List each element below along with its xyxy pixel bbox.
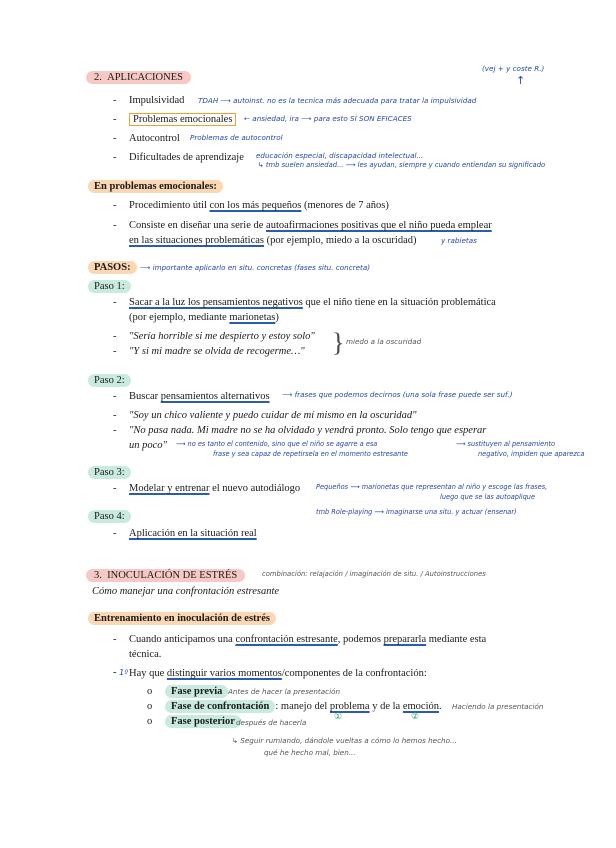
handwritten-note: ⟶ importante aplicarlo en situ. concretas (fases situ. concreta) (140, 263, 371, 272)
quote-continuation: un poco" (129, 440, 167, 451)
list-item: - Dificultades de aprendizaje (129, 151, 244, 164)
list-item: - Sacar a la luz los pensamientos negativos que el niño tiene en la situación problemática (129, 296, 496, 309)
list-item: - Impulsividad (129, 94, 184, 107)
bullet: o (147, 686, 153, 697)
handwritten-note: TDAH ⟶ autoinst. no es la tecnica más adecuada para tratar la impulsividad (198, 96, 477, 105)
list-item-continuation: técnica. (129, 649, 162, 660)
handwritten-note: frase y sea capaz de repetirsela en el momento estresante (213, 450, 408, 458)
list-item: - Autocontrol (129, 132, 180, 145)
handwritten-note: ↳ Seguir rumiando, dándole vueltas a cómo lo hemos hecho... (232, 736, 457, 745)
section-3-heading (86, 569, 245, 582)
section-2-heading (86, 71, 191, 84)
paso-label: Paso 3: (88, 466, 131, 479)
handwritten-note: Antes de hacer la presentación (228, 687, 341, 696)
phase-item (147, 700, 152, 713)
bullet: o (147, 716, 153, 727)
handwritten-note: qué he hecho mal, bien... (264, 748, 356, 757)
circled-mark: ① (334, 712, 343, 722)
phase-label: Fase posterior (165, 715, 241, 728)
list-item: - Modelar y entrenar el nuevo autodiálogo (129, 482, 300, 495)
quote-item: - "No pasa nada. Mi madre no se ha olvidado y vendrá pronto. Solo tengo que esperar (129, 424, 486, 437)
handwritten-note: Problemas de autocontrol (190, 133, 283, 142)
handwritten-note: ⟶ no es tanto el contenido, sino que el niño se agarre a esa (176, 440, 378, 448)
handwritten-note: negativo, impiden que aparezca (478, 450, 585, 458)
quote-item: - "Y si mi madre se olvida de recogerme…" (129, 345, 305, 358)
top-note: (vej + y coste R.) (482, 64, 545, 73)
section-number: 2. (94, 72, 102, 83)
handwritten-note: luego que se las autoaplique (440, 493, 536, 501)
pasos-heading: PASOS: (88, 261, 137, 274)
curly-brace-icon: } (332, 328, 345, 357)
handwritten-note: educación especial, discapacidad intelectual... (256, 151, 424, 160)
handwritten-note: ↳ tmb suelen ansiedad... ⟶ les ayudan, siempre y cuando entiendan su significado (258, 161, 546, 169)
list-item: - Problemas emocionales (129, 113, 236, 126)
quote-item: - "Sería horrible si me despierto y estoy solo" (129, 330, 315, 343)
list-item: - Cuando anticipamos una confrontación estresante, podemos prepararla mediante esta (129, 633, 486, 646)
handwritten-note: ⟶ sustituyen al pensamiento (456, 440, 555, 448)
handwritten-note: Pequeños ⟶ marionetas que representan al niño y escoge las frases, (316, 483, 548, 491)
list-item: - Aplicación en la situación real (129, 527, 257, 540)
phase-label: Fase de confrontación : manejo del problema y de la emoción. (165, 700, 442, 713)
handwritten-note: combinación: relajación / imaginación de situ. / Autoinstrucciones (262, 570, 486, 578)
bullet: o (147, 701, 153, 712)
section-subtitle: Cómo manejar una confrontación estresante (92, 586, 280, 597)
section-number: 3. (94, 570, 102, 581)
phase-item (147, 685, 152, 698)
section-title: APLICACIONES (107, 72, 183, 83)
handwritten-note: y rabietas (441, 236, 477, 245)
handwritten-note: ⟶ frases que podemos decirnos (una sola frase puede ser suf.) (282, 390, 513, 399)
paso-label: Paso 2: (88, 374, 131, 387)
paso-label: Paso 1: (88, 280, 131, 293)
list-item: - 1º (113, 667, 128, 678)
handwritten-note: miedo a la oscuridad (346, 337, 422, 346)
subsection-heading: En problemas emocionales: (88, 180, 223, 193)
subsection-heading: Entrenamiento en inoculación de estrés (88, 612, 276, 625)
list-item: - Consiste en diseñar una serie de autoafirmaciones positivas que el niño pueda emplear (129, 219, 492, 232)
phase-item (147, 715, 152, 728)
phase-label: Fase previa (165, 685, 228, 698)
list-item-text: Hay que distinguir varios momentos/componentes de la confrontación: (129, 668, 427, 679)
paso-label: Paso 4: (88, 510, 131, 523)
handwritten-note: Haciendo la presentación (452, 702, 544, 711)
handwritten-note: ← ansiedad, ira ⟶ para esto SÍ SON EFICACES (244, 114, 412, 123)
up-arrow-icon: ↑ (516, 74, 526, 87)
list-item-continuation: en las situaciones problemáticas (por ejemplo, miedo a la oscuridad) (129, 235, 417, 246)
list-item-continuation: (por ejemplo, mediante marionetas) (129, 312, 279, 323)
circled-mark: ② (411, 712, 420, 722)
list-item: - Procedimiento útil con los más pequeños (menores de 7 años) (129, 199, 389, 212)
quote-item: - "Soy un chico valiente y puedo cuidar de mí mismo en la oscuridad" (129, 409, 417, 422)
handwritten-note: tmb Role-playing ⟶ imaginarse una situ. y actuar (ensenar) (316, 508, 517, 516)
list-item: - Buscar pensamientos alternativos (129, 390, 270, 403)
handwritten-note: después de hacerla (236, 718, 307, 727)
section-title: INOCULACIÓN DE ESTRÉS (107, 570, 238, 581)
